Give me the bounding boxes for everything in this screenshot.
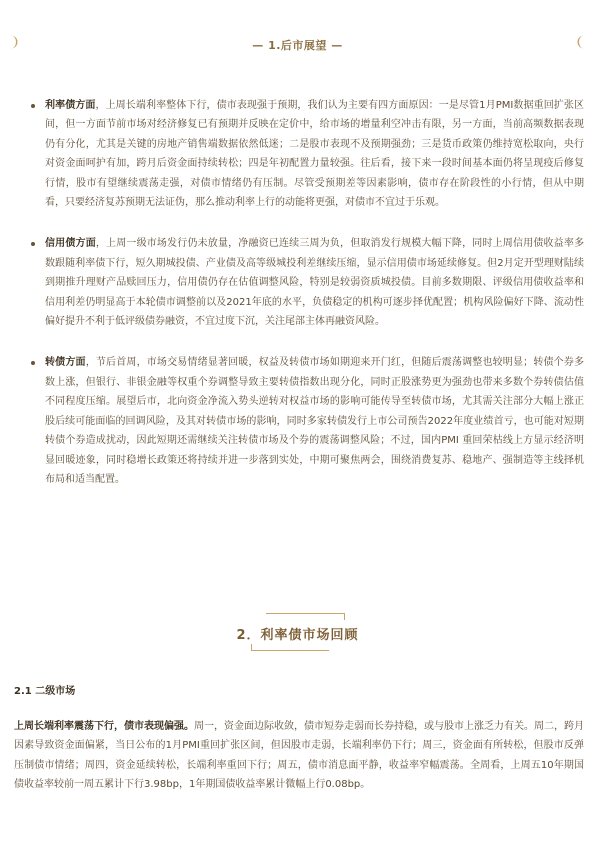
paragraph-text: 周一，资金面边际收敛，债市短券走弱而长券持稳，或与股市上涨乏力有关。周二，跨月因素导致资金面偏紧，当日公布的1月PMI重回扩张区间，但因股市走弱，长端利率仍下行；周三，资金面有所转松，但股市反弹压制债市情绪；周四，资金延续转松，长端利率重回下行；周五，债市消息面平静，收益率窄幅震荡。全周看，上周五10年期国债收益率较前一周五累计下行3.98bp，1年期国债收益率累计微幅上行0.08bp。 <box>14 721 584 791</box>
heading-rule-bottom <box>251 650 329 651</box>
bullet-convertible <box>28 353 584 489</box>
bullet-text: ，节后首周，市场交易情绪显著回暖，权益及转债市场如期迎来开门红，但随后震荡调整也较明显；转债个券多数上涨，但银行、非银金融等权重个券调整导致主要转债指数出现分化，同时正股涨势更为强劲也带来多数个券转债估值不同程度压缩。展望后市，北向资金净流入势头逆转对权益市场的影响可能传导至转债市场，尤其需关注部分大幅上涨正股后续可能面临的回调风险，及其对转债市场的影响，同时多家转债发行上市公司预告2022年度业绩首亏，也可能对短期转债个券造成扰动，因此短期还需继续关注转债市场及个券的震荡调整风险；不过，国内PMI 重回荣枯线上方显示经济明显回暖迹象，同时稳增长政策还将持续并进一步落到实处，中期可聚焦两会，围绕消费复苏、稳地产、强制造等主线择机布局和适当配置。 <box>45 357 585 485</box>
bullet-dot-icon <box>31 361 35 365</box>
bullet-lead: 信用债方面 <box>45 238 96 250</box>
market-review-paragraph <box>14 717 584 795</box>
bullet-text: ，上周一级市场发行仍未放量，净融资已连续三周为负，但取消发行规模大幅下降，同时上周信用债收益率多数跟随利率债下行，短久期城投债、产业债及高等级城投利差继续压缩，显示信用债市场延续修复。但2月定开型理财陆续到期推升理财产品赎回压力，信用债仍存在估值调整风险，特别是较弱资质城投债。目前多数期限、评级信用债收益率和信用利差仍明显高于本轮债市调整前以及2021年底的水平，负债稳定的机构可逐步择优配置；机构风险偏好下降、流动性偏好提升不利于低评级债券融资，不宜过度下沉，关注尾部主体再融资风险。 <box>45 238 585 328</box>
bullet-text: ，上周长端利率整体下行，债市表现强于预期，我们认为主要有四方面原因：一是尽管1月PMI数据重回扩张区间，但一方面节前市场对经济修复已有预期并反映在定价中，给市场的增量利空冲击有限，另一方面，当前高频数据表现仍有分化，尤其是关键的房地产销售端数据依然低迷；二是股市表现不及预期强劲；三是货币政策仍维持宽松取向，央行对资金面呵护有加，跨月后资金面持续转松；四是年初配置力量较强。往后看，接下来一段时间基本面仍将呈现疫后修复行情，股市有望继续震荡走强，对债市情绪仍有压制。尽管受预期差等因素影响，债市存在阶段性的小行情，但从中期看，只要经济复苏预期无法证伪，那么推动利率上行的动能将更强，对债市不宜过于乐观。 <box>45 100 584 209</box>
section-2-title: 2．利率债市场回顾 <box>236 628 359 643</box>
section-title: — 1.后市展望 — <box>252 39 343 52</box>
heading-rule-top <box>266 613 344 614</box>
bullet-dot-icon <box>31 242 35 246</box>
section-2-heading <box>0 612 595 652</box>
heading-rule-tick <box>344 613 345 620</box>
bullet-lead: 利率债方面 <box>45 100 96 111</box>
subsection-heading: 2.1 二级市场 <box>14 686 76 697</box>
paragraph-lead: 上周长端利率震荡下行，债市表现偏强。 <box>14 721 194 732</box>
bullet-credit <box>28 234 584 331</box>
bullet-dot-icon <box>31 104 35 108</box>
bullet-lead: 转债方面 <box>45 357 86 369</box>
outlook-list <box>28 96 584 489</box>
bullet-rates <box>28 96 584 212</box>
